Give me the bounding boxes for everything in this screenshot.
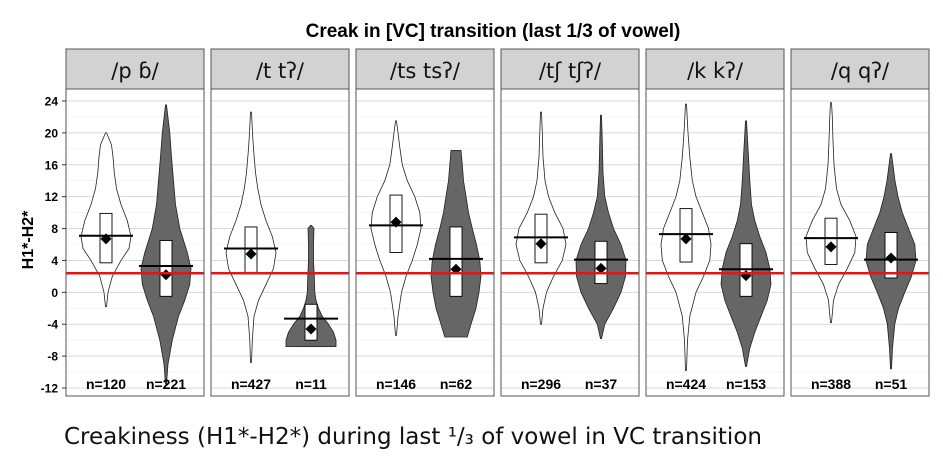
y-tick-label: -8 xyxy=(47,349,58,364)
y-tick-label: -12 xyxy=(40,381,58,396)
n-label: n=221 xyxy=(145,376,187,392)
n-label: n=146 xyxy=(375,376,417,392)
panel-strip-label: /p ɓ/ xyxy=(111,59,159,83)
n-label: n=37 xyxy=(584,376,618,392)
chart-title: Creak in [VC] transition (last 1/3 of vowel) xyxy=(305,21,681,42)
y-axis-label: H1*-H2* xyxy=(20,210,37,270)
figure-caption: Creakiness (H1*-H2*) during last ¹/₃ of vowel in VC transition xyxy=(64,424,762,450)
n-label: n=427 xyxy=(230,376,272,392)
n-label: n=153 xyxy=(725,376,767,392)
panel-strip-label: /tʃ tʃʔ/ xyxy=(538,59,602,83)
panel-strip-label: /k kʔ/ xyxy=(687,59,743,83)
iqr-box xyxy=(160,241,172,297)
iqr-box xyxy=(305,304,317,340)
panels-group xyxy=(66,49,929,396)
y-tick-label: 16 xyxy=(44,158,58,173)
y-tick-label: 12 xyxy=(44,190,58,205)
iqr-box xyxy=(825,218,837,264)
panel-6 xyxy=(791,49,929,396)
y-tick-label: 4 xyxy=(51,253,58,268)
y-tick-label: 8 xyxy=(51,222,58,237)
panel-2 xyxy=(211,49,349,396)
n-label: n=424 xyxy=(665,376,707,392)
y-axis xyxy=(41,94,66,395)
iqr-box xyxy=(595,241,607,283)
y-tick-label: 20 xyxy=(44,126,58,141)
n-label: n=51 xyxy=(874,376,908,392)
n-label: n=296 xyxy=(520,376,562,392)
panel-strip-label: /t tʔ/ xyxy=(255,59,305,83)
y-tick-label: 0 xyxy=(51,285,58,300)
panel-strip-label: /q qʔ/ xyxy=(830,59,890,83)
n-label: n=62 xyxy=(439,376,473,392)
n-label: n=388 xyxy=(810,376,852,392)
n-label: n=120 xyxy=(85,376,127,392)
panel-strip-label: /ts tsʔ/ xyxy=(390,59,460,83)
y-tick-label: -4 xyxy=(47,317,58,332)
panel-5 xyxy=(646,49,784,396)
panel-1 xyxy=(66,49,204,396)
panel-3 xyxy=(356,49,494,396)
n-label: n=11 xyxy=(295,376,327,392)
iqr-box xyxy=(450,227,462,296)
y-tick-label: 24 xyxy=(44,94,58,109)
panel-4 xyxy=(501,49,639,396)
